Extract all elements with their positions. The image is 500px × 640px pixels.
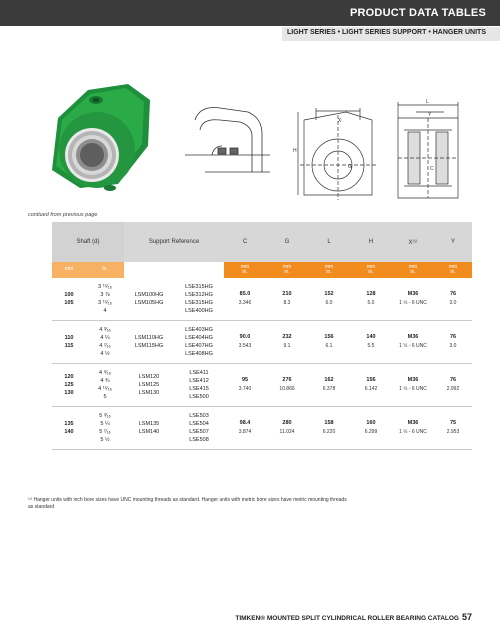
- footnote: ⁽¹⁾ Hanger units with inch bore sizes have UNC mounting threads as standard. Hanger units with metric bore sizes have metric mounting threads as standard: [28, 497, 347, 510]
- table-cell: 210 8.3: [266, 278, 308, 321]
- table-cell: 135 140: [52, 407, 86, 450]
- page-title: PRODUCT DATA TABLES: [350, 7, 486, 19]
- table-cell: 156 6.1: [308, 321, 350, 364]
- product-data-table: [52, 222, 472, 450]
- table-cell: 140 5.5: [350, 321, 392, 364]
- unit-cell: mm: [52, 262, 86, 278]
- unit-cell: in.: [86, 262, 124, 278]
- table-cell: M36 1 ½ - 6 UNC: [392, 407, 434, 450]
- table-row: [52, 364, 472, 407]
- table-cell: LSE315HG LSE312HG LSE315HG LSE400HG: [174, 278, 224, 321]
- product-illustrations: [0, 60, 500, 210]
- table-cell: 75 2.953: [434, 407, 472, 450]
- table-cell: LSM100HG LSM105HG: [124, 278, 174, 321]
- unit-cell: mm in.: [308, 262, 350, 278]
- table-cell: 128 5.0: [350, 278, 392, 321]
- table-cell: M36 1 ½ - 6 UNC: [392, 364, 434, 407]
- label-h: H: [293, 148, 297, 154]
- label-x: X: [338, 118, 342, 124]
- table-cell: LSM120 LSM125 LSM130: [124, 364, 174, 407]
- col-header: H: [350, 222, 392, 262]
- label-g: G: [348, 164, 352, 170]
- page-footer: [235, 612, 472, 622]
- dimension-drawing: [298, 102, 458, 200]
- table-cell: 95 3.740: [224, 364, 266, 407]
- table-cell: 5 ³⁄₁₆ 5 ¼ 5 ⁷⁄₁₆ 5 ½: [86, 407, 124, 450]
- table-cell: LSE503 LSE504 LSE507 LSE508: [174, 407, 224, 450]
- page-subtitle: LIGHT SERIES • LIGHT SERIES SUPPORT • HANGER UNITS: [287, 29, 486, 36]
- col-header: Y: [434, 222, 472, 262]
- table-cell: 76 3.0: [434, 278, 472, 321]
- col-header: C: [224, 222, 266, 262]
- table-cell: 280 11.024: [266, 407, 308, 450]
- table-header-row: [52, 222, 472, 262]
- table-cell: 3 ¹⁵⁄₁₆ 3 ⅞ 3 ¹⁵⁄₁₆ 4: [86, 278, 124, 321]
- table-cell: 160 6.299: [350, 407, 392, 450]
- col-header: L: [308, 222, 350, 262]
- table-cell: LSM110HG LSM115HG: [124, 321, 174, 364]
- table-row: [52, 407, 472, 450]
- table-cell: 152 6.0: [308, 278, 350, 321]
- table-cell: 158 6.220: [308, 407, 350, 450]
- table-cell: LSM135 LSM140: [124, 407, 174, 450]
- unit-cell: mm in.: [266, 262, 308, 278]
- table-cell: 120 125 130: [52, 364, 86, 407]
- table-cell: 90.0 3.543: [224, 321, 266, 364]
- footer-brand: TIMKEN® MOUNTED SPLIT CYLINDRICAL ROLLER BEARING CATALOG: [235, 615, 459, 622]
- col-header: Support Reference: [124, 222, 224, 262]
- table-unit-row: [52, 262, 472, 278]
- table-cell: 162 6.378: [308, 364, 350, 407]
- col-header: Shaft (d): [52, 222, 124, 262]
- table-cell: 100 105: [52, 278, 86, 321]
- col-header: G: [266, 222, 308, 262]
- table-cell: 98.4 3.874: [224, 407, 266, 450]
- table-cell: 76 3.0: [434, 321, 472, 364]
- table-cell: 4 ⁹⁄₁₆ 4 ¾ 4 ¹⁵⁄₁₆ 5: [86, 364, 124, 407]
- unit-cell: mm in.: [434, 262, 472, 278]
- table-cell: 76 2.992: [434, 364, 472, 407]
- table-cell: 276 10.866: [266, 364, 308, 407]
- table-cell: M36 1 ½ - 6 UNC: [392, 321, 434, 364]
- table-cell: M36 1 ½ - 6 UNC: [392, 278, 434, 321]
- table-cell: 4 ³⁄₁₆ 4 ¼ 4 ⁷⁄₁₆ 4 ½: [86, 321, 124, 364]
- hanger-unit-photo: [52, 84, 150, 191]
- unit-cell: mm in.: [350, 262, 392, 278]
- table-cell: LSE411 LSE412 LSE415 LSE500: [174, 364, 224, 407]
- table-cell: 85.0 3.346: [224, 278, 266, 321]
- page-number: 57: [461, 612, 472, 622]
- table-body: [52, 278, 472, 450]
- seal-section-drawing: [185, 108, 270, 173]
- table-cell: 156 6.142: [350, 364, 392, 407]
- illustration-svg: [0, 60, 500, 210]
- table-cell: 232 9.1: [266, 321, 308, 364]
- table-cell: LSE403HG LSE404HG LSE407HG LSE408HG: [174, 321, 224, 364]
- unit-cell: mm in.: [224, 262, 266, 278]
- label-c: C: [430, 166, 434, 172]
- table-cell: 110 115: [52, 321, 86, 364]
- table-row: [52, 278, 472, 321]
- continued-caption: contiued from previous page: [28, 212, 98, 218]
- label-l: L: [426, 99, 429, 105]
- col-header: X⁽¹⁾: [392, 222, 434, 262]
- table-row: [52, 321, 472, 364]
- unit-cell: mm in.: [392, 262, 434, 278]
- label-y: Y: [428, 112, 432, 118]
